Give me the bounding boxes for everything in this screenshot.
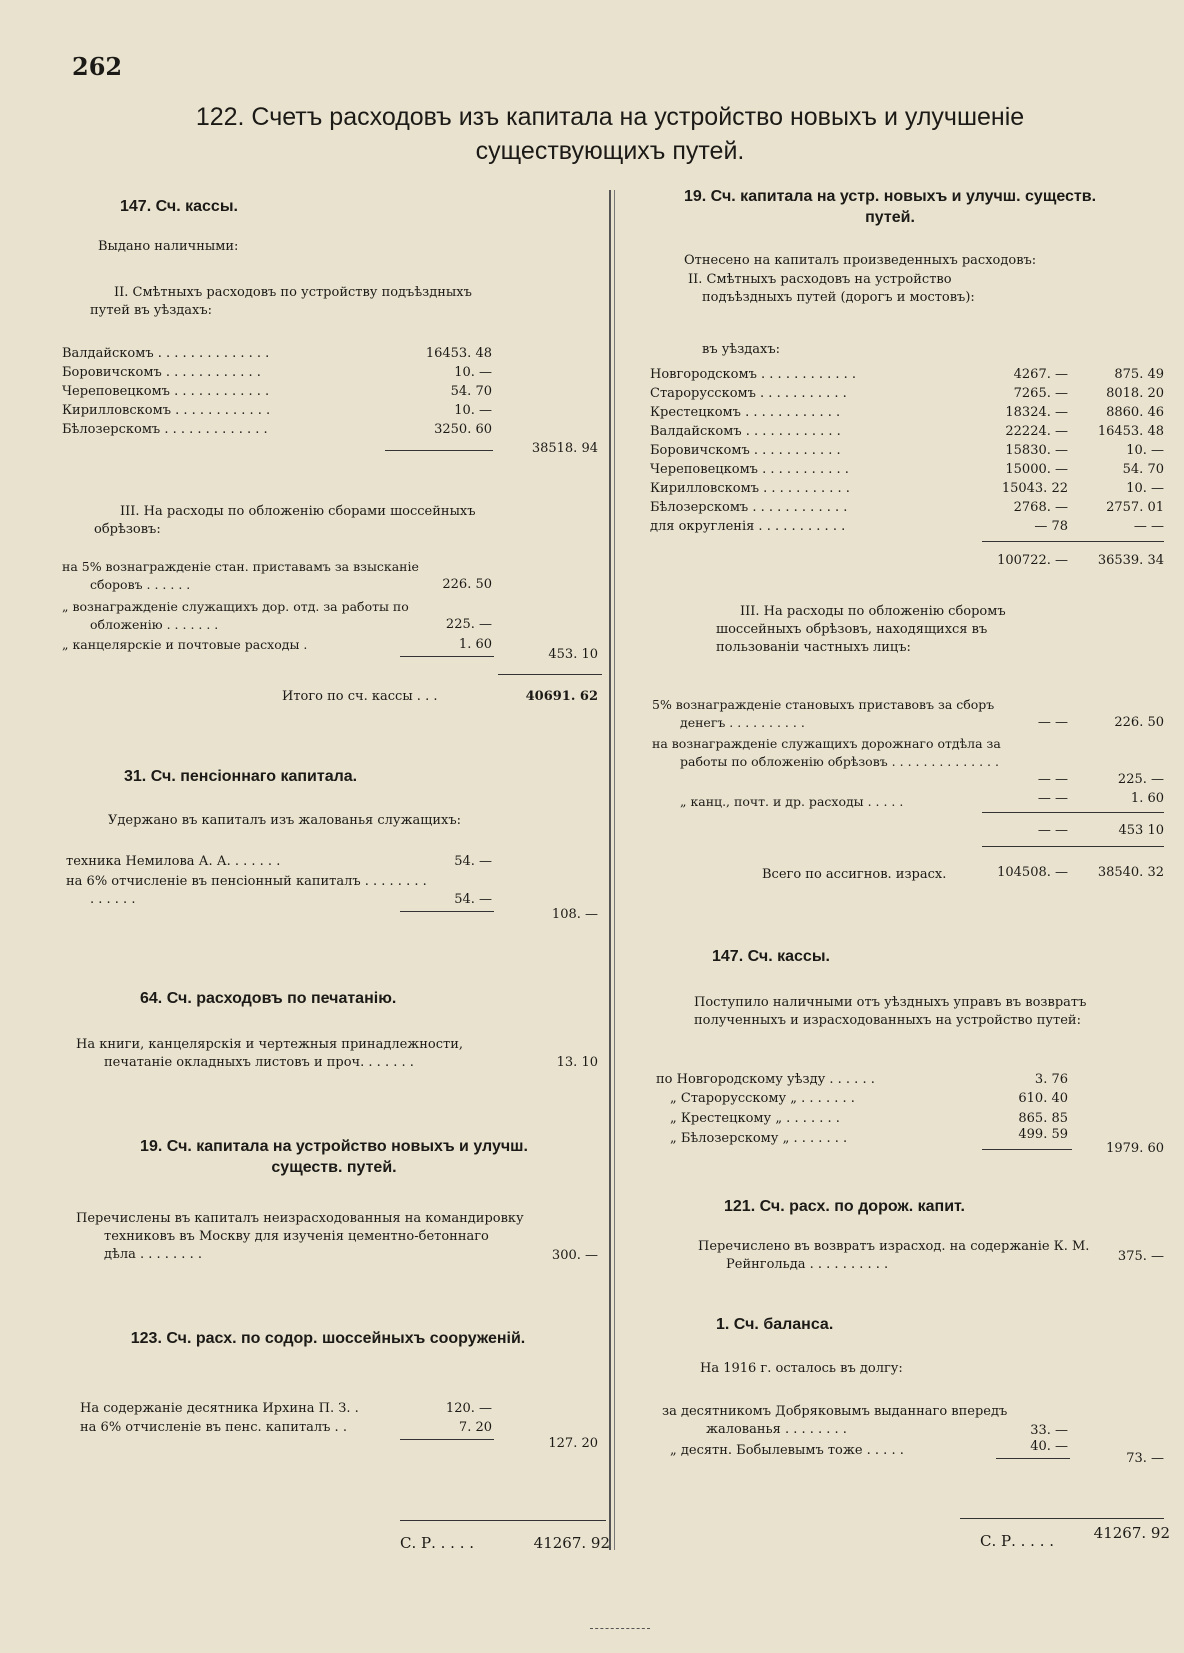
right-s1-title: 1. Сч. баланса. [716, 1316, 834, 1333]
rule [982, 1149, 1072, 1150]
row-value: 1. 60 [458, 637, 492, 652]
row-value: 226. 50 [442, 577, 492, 592]
row-value: 3250. 60 [434, 422, 492, 437]
page-title: 122. Счетъ расходовъ изъ капитала на устройство новыхъ и улучшеніе существующихъ путей. [195, 103, 1025, 165]
row-value-b: 225. — [1117, 772, 1164, 787]
left-carry-value: 41267. 92 [533, 1534, 610, 1552]
row-value-a: 22224. — [1005, 424, 1068, 439]
left-s64-title: 64. Сч. расходовъ по печатанію. [140, 990, 397, 1007]
row-value: 33. — [1030, 1423, 1068, 1438]
right-s19-row-1: Старорусскомъ . . . . . . . . . . . [650, 386, 847, 401]
right-s19-total-b: 38540. 32 [1097, 865, 1164, 880]
left-s147-sub3-total: 453. 10 [548, 647, 598, 662]
right-s121-title: 121. Сч. расх. по дорож. капит. [724, 1198, 965, 1215]
row-label: Боровичскомъ . . . . . . . . . . . . [62, 365, 261, 380]
left-s147-sub3: III. На расходы по обложенію сборами шоссейныхъ обрѣзовъ: [94, 504, 476, 537]
right-s147-row-3: „ Бѣлозерскому „ . . . . . . . [670, 1131, 848, 1146]
right-s19-row3-1: на вознагражденіе служащихъ дорожнаго отдѣла за работы по обложенію обрѣзовъ . . . . . . . . . . . . . . [652, 736, 1001, 769]
right-s121-text: Перечислено въ возвратъ израсход. на содержаніе К. М. Рейнгольда . . . . . . . . . . [698, 1239, 1090, 1272]
row-value: 54. — [454, 854, 492, 869]
row-value-b: 16453. 48 [1097, 424, 1164, 439]
left-s123-total: 127. 20 [548, 1436, 598, 1451]
left-s147-sub2: II. Смѣтныхъ расходовъ по устройству подъѣздныхъ путей въ уѣздахъ: [90, 285, 472, 318]
rule [982, 846, 1164, 847]
left-carry-label: С. Р. . . . . [400, 1534, 475, 1552]
right-s19-row-3: Валдайскомъ . . . . . . . . . . . . [650, 424, 841, 439]
row-value-b: — — [1133, 519, 1164, 534]
left-s19-text: Перечислены въ капиталъ неизрасходованныя на командировку техниковъ въ Москву для изученія цементно-бетоннаго дѣла . . . . . . . . [76, 1211, 524, 1262]
right-s19-sub2b: въ уѣздахъ: [702, 342, 781, 357]
rule [400, 1520, 606, 1521]
row-value: 10. — [454, 403, 492, 418]
row-value-b: 10. — [1126, 481, 1164, 496]
right-s19-sub3: III. На расходы по обложенію сборомъ шоссейныхъ обрѣзовъ, находящихся въ пользованіи частныхъ лицъ: [716, 604, 1006, 655]
left-s147-row3-2: „ канцелярскіе и почтовые расходы . [62, 637, 308, 652]
row-label: Бѣлозерскомъ . . . . . . . . . . . . . [62, 422, 268, 437]
row-value: 10. — [454, 365, 492, 380]
rule [982, 541, 1164, 542]
column-divider-secondary [614, 190, 615, 1550]
right-s19-title: 19. Сч. капитала на устр. новыхъ и улучш. существ. путей. [683, 188, 1097, 226]
left-s31-row-1: на 6% отчисленіе въ пенсіонный капиталъ . . . . . . . . . . . . . . [66, 874, 427, 907]
row-value: 225. — [445, 617, 492, 632]
row-value: 499. 59 [1018, 1127, 1068, 1142]
right-carry-label: С. Р. . . . . [980, 1532, 1055, 1550]
left-s31-title: 31. Сч. пенсіоннаго капитала. [124, 768, 358, 785]
row-value-a: 2768. — [1013, 500, 1068, 515]
column-divider [609, 190, 611, 1550]
row-value-b: 226. 50 [1114, 715, 1164, 730]
row-value-b: 8860. 46 [1106, 405, 1164, 420]
right-s19-row3-0: 5% вознагражденіе становыхъ приставовъ за сборъ денегъ . . . . . . . . . . [652, 697, 995, 730]
row-value-b: 8018. 20 [1106, 386, 1164, 401]
right-s1-total: 73. — [1126, 1451, 1164, 1466]
row-value: 40. — [1030, 1439, 1068, 1454]
left-s19-value: 300. — [551, 1248, 598, 1263]
rule [498, 674, 602, 675]
row-value: 610. 40 [1018, 1091, 1068, 1106]
row-value: 3. 76 [1034, 1072, 1068, 1087]
row-value-a: 15830. — [1005, 443, 1068, 458]
printer-ornament [590, 1628, 650, 1629]
right-s19-sub3-total-b: 453 10 [1118, 823, 1164, 838]
rule [400, 1439, 494, 1440]
left-s147-total-value: 40691. 62 [525, 689, 598, 704]
row-label: Валдайскомъ . . . . . . . . . . . . . . [62, 346, 270, 361]
right-s19-sub2: II. Смѣтныхъ расходовъ на устройство подъѣздныхъ путей (дорогъ и мостовъ): [688, 272, 975, 305]
row-value: 120. — [445, 1401, 492, 1416]
right-s19-sub3-total-a: — — [1037, 823, 1068, 838]
right-s147-total: 1979. 60 [1106, 1141, 1164, 1156]
right-s19-row-7: Бѣлозерскомъ . . . . . . . . . . . . [650, 500, 848, 515]
row-value-a: — 78 [1034, 519, 1068, 534]
right-s19-sub2-total-b: 36539. 34 [1097, 553, 1164, 568]
right-s147-row-0: по Новгородскому уѣзду . . . . . . [656, 1072, 875, 1087]
left-s19-title: 19. Сч. капитала на устройство новыхъ и улучш. существ. путей. [140, 1138, 528, 1176]
right-s1-row-0: за десятникомъ Добряковымъ выданнаго впередъ жалованья . . . . . . . . [662, 1404, 1008, 1437]
right-s19-row3-2: „ канц., почт. и др. расходы . . . . . [680, 794, 904, 809]
row-value-a: 4267. — [1013, 367, 1068, 382]
left-s64-text: На книги, канцелярскія и чертежныя принадлежности, печатаніе окладныхъ листовъ и проч. . . . . . . [76, 1037, 464, 1070]
left-s123-row-1: на 6% отчисленіе въ пенс. капиталъ . . [80, 1420, 347, 1435]
right-s1-intro: На 1916 г. осталось въ долгу: [700, 1361, 903, 1376]
right-s19-total-a: 104508. — [997, 865, 1068, 880]
row-value-a: 7265. — [1013, 386, 1068, 401]
rule [385, 450, 493, 451]
row-value-a: 15043. 22 [1001, 481, 1068, 496]
row-value-b: 54. 70 [1122, 462, 1164, 477]
row-value: 54. 70 [450, 384, 492, 399]
right-s19-row-0: Новгородскомъ . . . . . . . . . . . . [650, 367, 857, 382]
row-value: 865. 85 [1018, 1111, 1068, 1126]
right-s147-title: 147. Сч. кассы. [712, 948, 830, 965]
rule [996, 1458, 1070, 1459]
page-number: 262 [72, 52, 123, 81]
left-s64-value: 13. 10 [556, 1055, 598, 1070]
row-value-b: 1. 60 [1130, 791, 1164, 806]
right-s19-row-5: Череповецкомъ . . . . . . . . . . . [650, 462, 849, 477]
right-s147-row-1: „ Старорусскому „ . . . . . . . [670, 1091, 855, 1106]
row-value-a: 18324. — [1005, 405, 1068, 420]
row-label: Череповецкомъ . . . . . . . . . . . . [62, 384, 270, 399]
left-s31-row-0: техника Немилова А. А. . . . . . . [66, 854, 281, 869]
left-s31-total: 108. — [551, 907, 598, 922]
right-s19-total-label: Всего по ассигнов. израсх. [762, 867, 947, 882]
left-s147-title: 147. Сч. кассы. [120, 198, 238, 215]
left-s147-row3-0: на 5% вознагражденіе стан. приставамъ за взысканіе сборовъ . . . . . . [62, 559, 419, 592]
left-s123-row-0: На содержаніе десятника Ирхина П. З. . [80, 1401, 359, 1416]
left-s147-row3-1: „ вознагражденіе служащихъ дор. отд. за работы по обложенію . . . . . . . [62, 599, 409, 632]
right-s19-row-8: для округленія . . . . . . . . . . . [650, 519, 846, 534]
rule [400, 656, 494, 657]
right-s19-row-4: Боровичскомъ . . . . . . . . . . . [650, 443, 841, 458]
row-value-a: — — [1037, 772, 1068, 787]
row-value-a: — — [1037, 791, 1068, 806]
right-s121-value: 375. — [1117, 1249, 1164, 1264]
right-carry-value: 41267. 92 [1093, 1524, 1170, 1542]
row-value: 7. 20 [458, 1420, 492, 1435]
rule [982, 812, 1164, 813]
right-s1-row-1: „ десятн. Бобылевымъ тоже . . . . . [670, 1443, 904, 1458]
left-s147-intro: Выдано наличными: [98, 239, 239, 254]
right-s147-row-2: „ Крестецкому „ . . . . . . . [670, 1111, 840, 1126]
right-s19-intro: Отнесено на капиталъ произведенныхъ расходовъ: [684, 253, 1037, 268]
left-s147-sub2-total: 38518. 94 [531, 441, 598, 456]
left-s31-intro: Удержано въ капиталъ изъ жалованья служащихъ: [108, 813, 462, 828]
right-s19-sub2-total-a: 100722. — [997, 553, 1068, 568]
left-s147-total-label: Итого по сч. кассы . . . [282, 689, 438, 704]
row-value-a: — — [1037, 715, 1068, 730]
row-value: 16453. 48 [425, 346, 492, 361]
row-label: Кирилловскомъ . . . . . . . . . . . . [62, 403, 271, 418]
row-value-a: 15000. — [1005, 462, 1068, 477]
right-s147-intro: Поступило наличными отъ уѣздныхъ управъ въ возвратъ полученныхъ и израсходованныхъ на устройство путей: [694, 995, 1087, 1028]
row-value-b: 10. — [1126, 443, 1164, 458]
row-value-b: 2757. 01 [1106, 500, 1164, 515]
row-value-b: 875. 49 [1114, 367, 1164, 382]
left-s123-title: 123. Сч. расх. по содор. шоссейныхъ сооруженій. [130, 1330, 526, 1347]
right-s19-row-6: Кирилловскомъ . . . . . . . . . . . [650, 481, 850, 496]
right-s19-row-2: Крестецкомъ . . . . . . . . . . . . [650, 405, 841, 420]
rule [960, 1518, 1164, 1519]
rule [400, 911, 494, 912]
row-value: 54. — [454, 892, 492, 907]
